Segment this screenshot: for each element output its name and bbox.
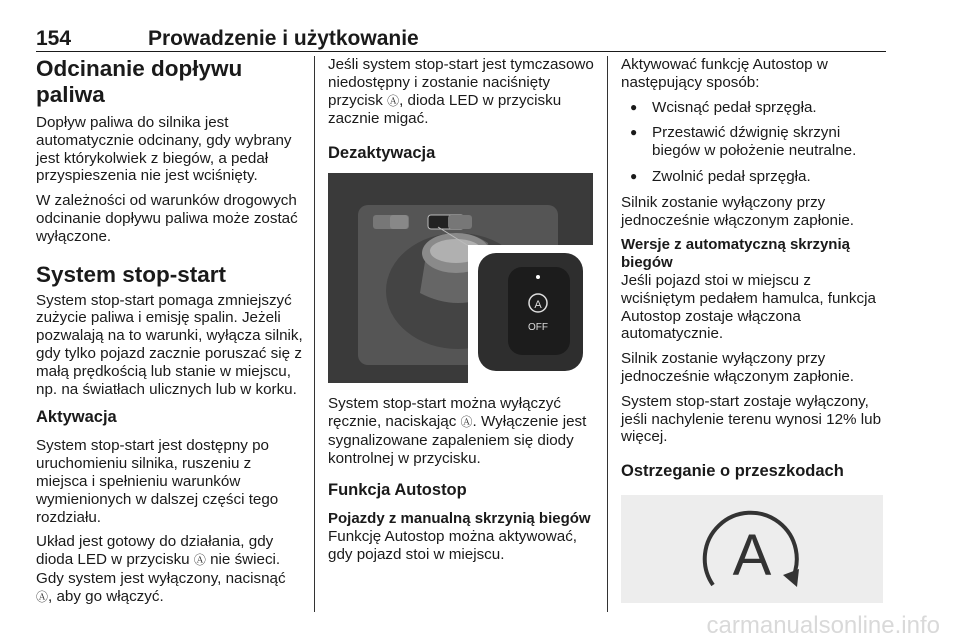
autostop-symbol-icon — [621, 495, 883, 603]
autostop-icon: Ⓐ — [387, 93, 400, 108]
text-run: . Wyłączenie jest sygnalizowane zapaleniem się diody kontrolnej w przycisku. — [328, 412, 587, 467]
chapter-title: Prowadzenie i użytkowanie — [148, 27, 419, 50]
page-number: 154 — [36, 27, 72, 50]
paragraph: Dopływ paliwa do silnika jest automatycznie odcinany, gdy wybrany jest którykolwiek z biegów, a pedał przyspieszenia nie jest wciśnięty. — [36, 114, 292, 185]
paragraph — [328, 56, 594, 128]
list-item: ● Zwolnić pedał sprzęgła. — [621, 168, 886, 186]
section-heading-fuel-cutoff: Odcinanie dopływu paliwa — [36, 56, 243, 107]
paragraph: W zależności od warunków drogowych odcinanie dopływu paliwa może zostać wyłączone. — [36, 192, 298, 245]
paragraph — [36, 533, 304, 606]
paragraph: Jeśli pojazd stoi w miejscu z wciśniętym pedałem hamulca, funkcja Autostop zostaje włączona automatycznie. — [621, 271, 876, 343]
column-2 — [328, 56, 594, 571]
column-3 — [621, 56, 886, 603]
paragraph — [328, 395, 594, 467]
subheading-activation: Aktywacja — [36, 408, 117, 427]
gear-console-illustration — [328, 173, 593, 383]
text-run: System stop-start można wyłączyć ręcznie, naciskając — [328, 395, 561, 430]
column-divider-2 — [607, 56, 608, 612]
text-run: , dioda LED w przycisku zacznie migać. — [328, 91, 562, 128]
paragraph: Silnik zostanie wyłączony przy jednocześnie włączonym zapłonie. — [621, 350, 855, 385]
console-photo — [328, 173, 593, 383]
svg-text:A: A — [534, 299, 542, 312]
subheading-autostop: Funkcja Autostop — [328, 481, 467, 500]
text-run: nie świeci. Gdy system jest wyłączony, nacisnąć — [36, 551, 286, 587]
subheading-deactivation: Dezaktywacja — [328, 144, 436, 163]
paragraph: Silnik zostanie wyłączony przy jednocześnie włączonym zapłonie. — [621, 193, 855, 229]
subheading-automatic-gearbox: Wersje z automatyczną skrzynią biegów — [621, 236, 850, 272]
list-item: ● Przestawić dźwignię skrzyni biegów w położenie neutralne. — [621, 124, 886, 160]
paragraph: System stop-start pomaga zmniejszyć zużycie paliwa i emisję spalin. Jeżeli pozwalają na to warunki, wyłącza silnik, gdy tylko pojazd zacznie poruszać się z małą prędkością lub stanie w miejscu, np. na światłach ulicznych lub w korku. — [36, 291, 303, 398]
page-header — [36, 27, 886, 52]
steps-list — [621, 99, 886, 186]
text-run: Układ jest gotowy do działania, gdy dioda LED w przycisku — [36, 533, 274, 569]
autostop-icon: Ⓐ — [36, 589, 49, 604]
column-1 — [36, 56, 304, 614]
column-divider-1 — [314, 56, 315, 612]
text-run: , aby go włączyć. — [48, 587, 164, 605]
subheading-manual-gearbox: Pojazdy z manualną skrzynią biegów — [328, 510, 591, 528]
warning-letter: A — [732, 523, 772, 589]
off-label: OFF — [528, 322, 548, 334]
autostop-icon: Ⓐ — [460, 414, 473, 429]
paragraph: Funkcję Autostop można aktywować, gdy pojazd stoi w miejscu. — [328, 528, 578, 563]
section-heading-stop-start: System stop-start — [36, 261, 227, 287]
list-item: ● Wcisnąć pedał sprzęgła. — [621, 99, 886, 117]
subheading-obstacle-warning: Ostrzeganie o przeszkodach — [621, 462, 844, 481]
autostop-warning-image — [621, 495, 883, 603]
autostop-icon: Ⓐ — [193, 553, 206, 568]
watermark: carmanualsonline.info — [706, 612, 940, 639]
paragraph: System stop-start zostaje wyłączony, jeśli nachylenie terenu wynosi 12% lub więcej. — [621, 392, 882, 446]
text-run: Jeśli system stop-start jest tymczasowo niedostępny i zostanie naciśnięty przycisk — [328, 56, 594, 109]
paragraph: System stop-start jest dostępny po uruchomieniu silnika, ruszeniu z miejsca i spełnieniu warunków wymienionych w dalszej części tego rozdziału. — [36, 437, 279, 526]
paragraph: Aktywować funkcję Autostop w następujący sposób: — [621, 56, 828, 91]
